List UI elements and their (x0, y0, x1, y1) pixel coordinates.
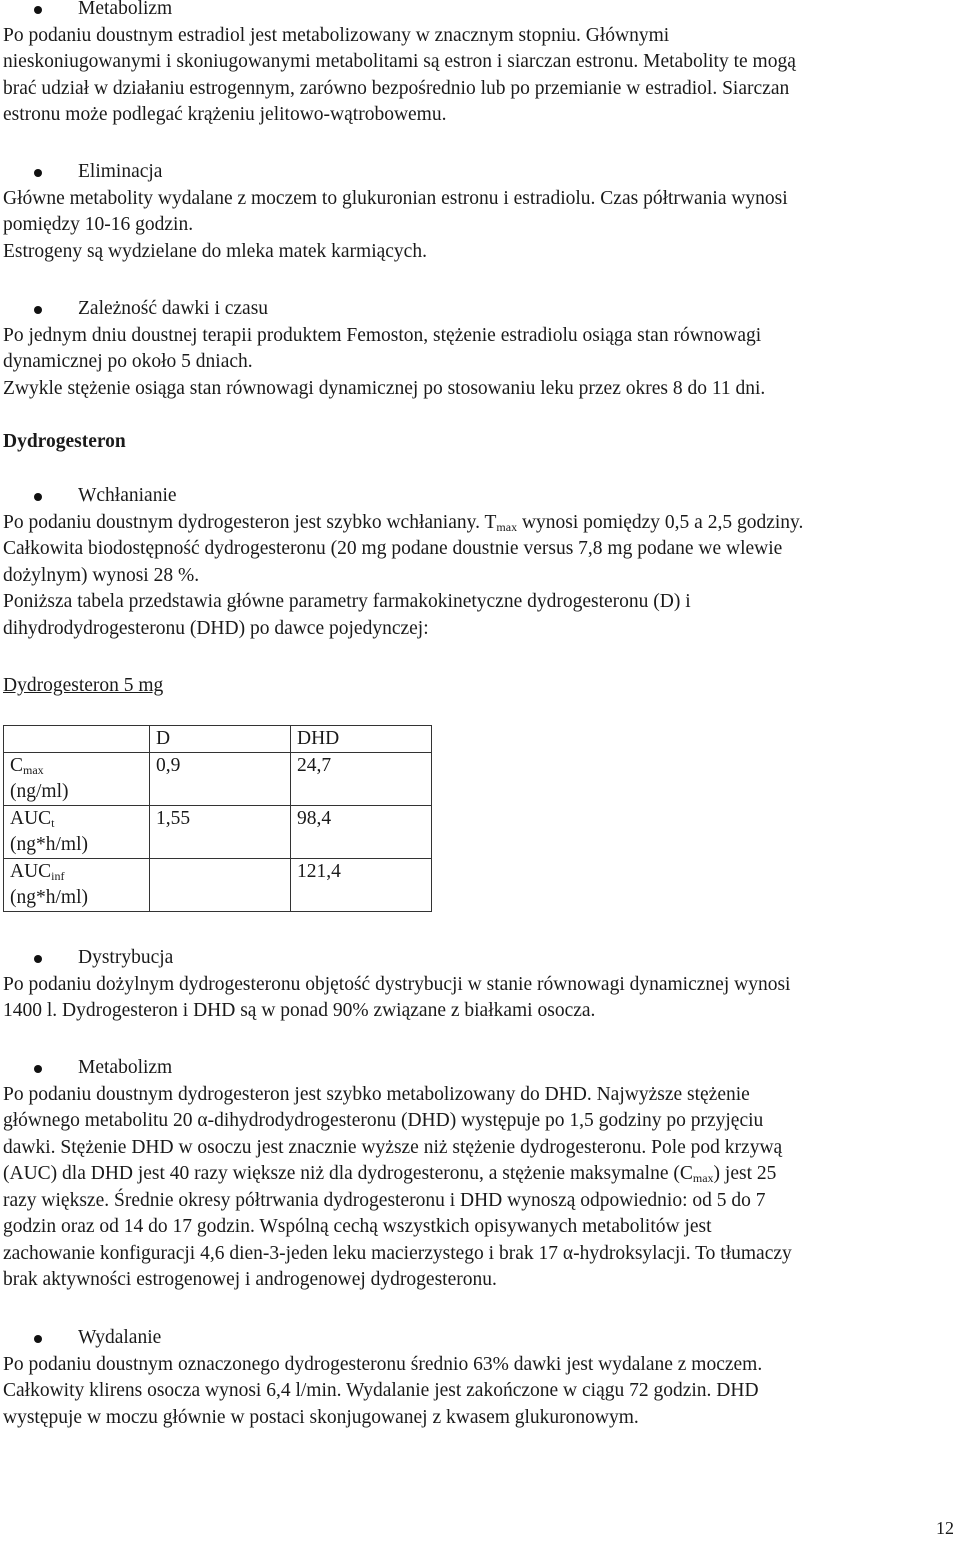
paragraph-line: zachowanie konfiguracji 4,6 dien-3-jeden leku macierzystego i brak 17 α-hydroksylacji. To tłumaczy (3, 1242, 792, 1264)
bullet-heading-wydalanie: Wydalanie (3, 1325, 942, 1352)
table-header-d: D (150, 726, 291, 753)
paragraph-line: Po podaniu doustnym estradiol jest metabolizowany w znacznym stopniu. Głównymi (3, 24, 670, 46)
paragraph-line: głównego metabolitu 20 α-dihydrodydrogesteronu (DHD) występuje po 1,5 godziny po przyjęciu (3, 1110, 764, 1131)
bullet-icon (34, 6, 42, 14)
paragraph-line: Poniższa tabela przedstawia główne parametry farmakokinetyczne dydrogesteronu (D) i (3, 591, 691, 612)
table-header-dhd: DHD (291, 726, 432, 753)
paragraph-line: Po podaniu doustnym dydrogesteron jest szybko metabolizowany do DHD. Najwyższe stężenie (3, 1083, 750, 1105)
paragraph-line: nieskoniugowanymi i skoniugowanymi metabolitami są estron i siarczan estronu. Metabolity te mogą (3, 51, 796, 72)
paragraph-line: Po podaniu doustnym oznaczonego dydrogesteronu średnio 63% dawki jest wydalane z moczem. (3, 1353, 763, 1375)
paragraph-line: dynamicznej po około 5 dniach. (3, 351, 253, 372)
bullet-icon (34, 169, 42, 177)
table-row (4, 859, 432, 912)
section-dydrogesteron (3, 429, 942, 456)
table-corner-cell (4, 726, 150, 753)
paragraph-line: Po podaniu doustnym dydrogesteron jest szybko wchłaniany. $T_{max}$ wynosi pomiędzy 0,5 a 2,5 godziny. (3, 511, 804, 534)
table-caption: Dydrogesteron 5 mg (3, 675, 164, 696)
table-row (4, 806, 432, 859)
table-row-label: $AUC_{inf}$ (ng*h/ml) (4, 859, 150, 912)
table-cell-d: 1,55 (150, 806, 291, 859)
table-row-label: $AUC_t$ (ng*h/ml) (4, 806, 150, 859)
paragraph-line: brak aktywności estrogenowej i androgenowej dydrogesteronu. (3, 1269, 497, 1290)
paragraph-line: Po jednym dniu doustnej terapii produktem Femoston, stężenie estradiolu osiąga stan równowagi (3, 324, 762, 346)
section-zaleznosc (3, 296, 942, 402)
paragraph-line: 1400 l. Dydrogesteron i DHD są w ponad 90% związane z białkami osocza. (3, 1000, 596, 1021)
bullet-heading-metabolizm: Metabolizm (3, 1055, 942, 1082)
paragraph-line: godzin oraz od 14 do 17 godzin. Wspólną cechą wszystkich opisywanych metabolitów jest (3, 1216, 712, 1237)
bullet-heading-eliminacja: Eliminacja (3, 159, 942, 186)
paragraph-line: razy większe. Średnie okresy półtrwania dydrogesteronu i DHD wynoszą odpowiednio: od 5 do 7 (3, 1189, 766, 1211)
table-row (4, 753, 432, 806)
section-wchlanianie (3, 483, 942, 642)
section-metabolizm-estradiol (3, 0, 942, 129)
paragraph-line: Całkowity klirens osocza wynosi 6,4 l/min. Wydalanie jest zakończone w ciągu 72 godzin. DHD (3, 1380, 759, 1401)
section-wydalanie (3, 1325, 942, 1431)
bullet-icon (34, 306, 42, 314)
table-cell-dhd: 121,4 (291, 859, 432, 912)
section-eliminacja (3, 159, 942, 265)
section-title-dydrogesteron: Dydrogesteron (3, 431, 126, 452)
bullet-heading-zaleznosc: Zależność dawki i czasu (3, 296, 942, 323)
paragraph-line: pomiędzy 10-16 godzin. (3, 214, 194, 235)
bullet-heading-dystrybucja: Dystrybucja (3, 945, 942, 972)
table-cell-d (150, 859, 291, 912)
pk-table (3, 725, 432, 912)
table-cell-d: 0,9 (150, 753, 291, 806)
paragraph-line: dihydrodydrogesteronu (DHD) po dawce pojedynczej: (3, 617, 429, 639)
paragraph-line: Estrogeny są wydzielane do mleka matek karmiących. (3, 240, 427, 262)
paragraph-line: Zwykle stężenie osiąga stan równowagi dynamicznej po stosowaniu leku przez okres 8 do 11 dni. (3, 377, 766, 399)
bullet-icon (34, 955, 42, 963)
paragraph-line: brać udział w działaniu estrogennym, zarówno bezpośrednio lub po przemianie w estradiol. Siarczan (3, 77, 790, 99)
paragraph-line: dożylnym) wynosi 28 %. (3, 564, 200, 586)
page-number: 12 (936, 1518, 954, 1538)
paragraph-line: występuje w moczu głównie w postaci skonjugowanej z kwasem glukuronowym. (3, 1406, 639, 1428)
section-metabolizm-dydrogesteron (3, 1055, 942, 1294)
paragraph-line: (AUC) dla DHD jest 40 razy większe niż dla dydrogesteronu, a stężenie maksymalne $(C_{max})$ jest 25 (3, 1163, 777, 1185)
paragraph-line: dawki. Stężenie DHD w osoczu jest znacznie wyższe niż stężenie dydrogesteronu. Pole pod krzywą (3, 1136, 783, 1158)
paragraph-line: Główne metabolity wydalane z moczem to glukuronian estronu i estradiolu. Czas półtrwania wynosi (3, 187, 788, 209)
paragraph-line: Po podaniu dożylnym dydrogesteronu objętość dystrybucji w stanie równowagi dynamicznej wynosi (3, 973, 791, 995)
table-row-label: $C_{max}$ (ng/ml) (4, 753, 150, 806)
paragraph-line: estronu może podlegać krążeniu jelitowo-wątrobowemu. (3, 104, 447, 125)
table-cell-dhd: 98,4 (291, 806, 432, 859)
bullet-icon (34, 1065, 42, 1073)
bullet-icon (34, 1335, 42, 1343)
section-dystrybucja (3, 945, 942, 1025)
table-caption-block (3, 673, 942, 700)
bullet-icon (34, 493, 42, 501)
bullet-heading-metabolizm: Metabolizm (3, 0, 942, 23)
bullet-heading-wchlanianie: Wchłanianie (3, 483, 942, 510)
table-cell-dhd: 24,7 (291, 753, 432, 806)
paragraph-line: Całkowita biodostępność dydrogesteronu (20 mg podane doustnie versus 7,8 mg podane we wlewie (3, 538, 783, 559)
table-header-row (4, 726, 432, 753)
